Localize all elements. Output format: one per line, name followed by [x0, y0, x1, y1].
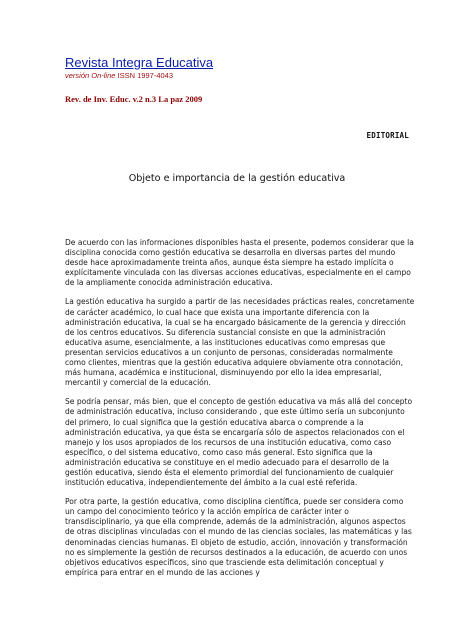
journal-title-link[interactable]: Revista Integra Educativa [65, 55, 214, 70]
version-label: versión On-line [65, 71, 116, 80]
article-body [65, 238, 415, 587]
paragraph: Se podría pensar, más bien, que el concepto de gestión educativa va más allá del concepto de administración educativa, incluso considerando , que este último sería un subconjunto del primero, lo cual significa que la gestión educativa abarca o comprende a la administración educativa, ya que ésta se encargaría sólo de aspectos relacionados con el manejo y los usos apropiados de los recursos de una institución educativa, como caso específico, o del sistema educativo, como caso más general. Esto significa que la administración educativa se constituye en el medio adecuado para el desarrollo de la gestión educativa, siendo ésta el elemento primordial del funcionamiento de cualquier institución educativa, independientemente del ámbito a la cual esté referida. [65, 397, 413, 488]
article-title: Objeto e importancia de la gestión educativa [128, 173, 346, 184]
paragraph: Por otra parte, la gestión educativa, como disciplina científica, puede ser considera como un campo del conocimiento teórico y la acción empírica de carácter inter o transdisciplinario, ya que ella comprende, además de la administración, algunos aspectos de otras disciplinas vinculadas con el mundo de las ciencias sociales, las matemáticas y las denominadas ciencias humanas. El objeto de estudio, acción, innovación y transformación no es simplemente la gestión de recursos destinados a la educación, de acuerdo con unos objetivos educativos específicos, sino que trasciende esta delimitación conceptual y empírica para entrar en el mundo de las acciones y [65, 497, 412, 577]
issn-line [65, 71, 173, 80]
section-label: EDITORIAL [366, 131, 409, 140]
paragraph: La gestión educativa ha surgido a partir de las necesidades prácticas reales, concretamente de carácter académico, lo cual hace que exista una importante diferencia con la administración educativa, la cual se ha encargado básicamente de la gerencia y dirección de los centros educativos. Su diferencia sustancial consiste en que la administración educativa asume, esencialmente, a las instituciones educativas como empresas que presentan servicios educativos a un conjunto de personas, consideradas normalmente como clientes, mientras que la gestión educativa adquiere obviamente otra connotación, más humana, académica e institucional, disminuyendo por ello la idea empresarial, mercantil y comercial de la educación. [65, 297, 415, 388]
paragraph: De acuerdo con las informaciones disponibles hasta el presente, podemos considerar que la disciplina conocida como gestión educativa se desarrolla en diversas partes del mundo desde hace aproximadamente treinta años, aunque ésta siempre ha estado implícita o explícitamente vinculada con las diversas acciones educativas, especialmente en el campo de la ampliamente conocida administración educativa. [65, 238, 414, 288]
issn-number: ISSN 1997-4043 [117, 71, 174, 80]
citation: Rev. de Inv. Educ. v.2 n.3 La paz 2009 [65, 94, 203, 104]
